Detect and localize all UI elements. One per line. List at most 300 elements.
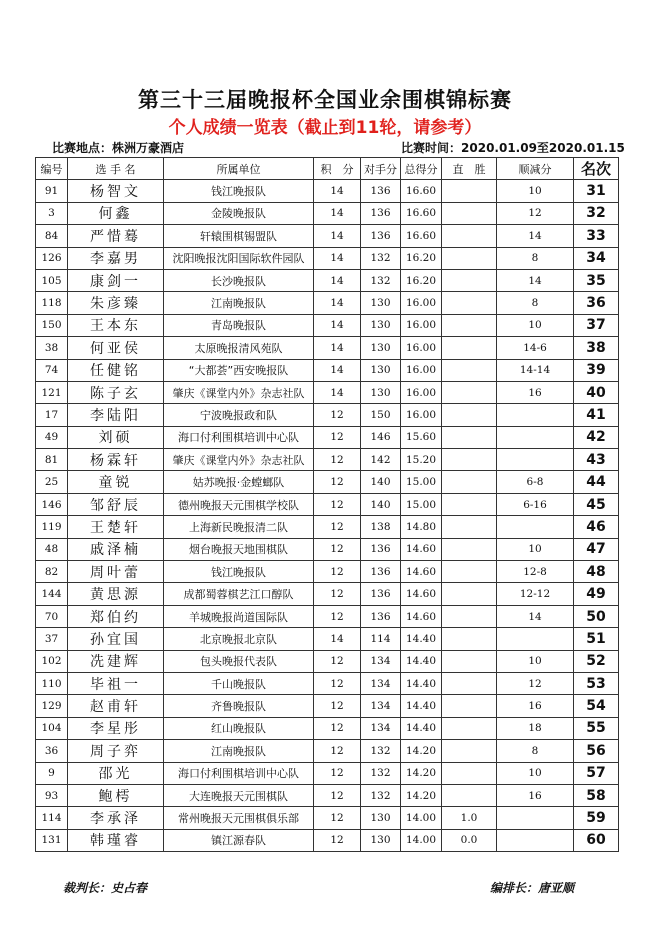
cell-rank: 57 [574,762,619,784]
table-row [36,650,619,672]
cell-team: 包头晚报代表队 [164,650,314,672]
cell-direct-win [442,269,497,291]
cell-opponent-score: 136 [361,180,401,202]
cell-tiebreak: 8 [497,292,574,314]
cell-tiebreak: 12-12 [497,583,574,605]
cell-id: 102 [36,650,68,672]
cell-id: 119 [36,516,68,538]
cell-direct-win [442,359,497,381]
cell-tiebreak: 10 [497,314,574,336]
cell-direct-win [442,516,497,538]
cell-points: 12 [314,605,361,627]
cell-id: 121 [36,381,68,403]
table-row [36,471,619,493]
cell-tiebreak: 8 [497,740,574,762]
cell-direct-win [442,404,497,426]
cell-id: 82 [36,561,68,583]
table-row [36,269,619,291]
cell-id: 49 [36,426,68,448]
cell-direct-win: 1.0 [442,807,497,829]
cell-team: 德州晚报天元围棋学校队 [164,493,314,515]
cell-player-name: 孙宜国 [68,628,164,650]
cell-opponent-score: 136 [361,605,401,627]
cell-opponent-score: 132 [361,762,401,784]
cell-direct-win [442,628,497,650]
cell-player-name: 李承泽 [68,807,164,829]
cell-direct-win [442,672,497,694]
cell-player-name: 康剑一 [68,269,164,291]
cell-opponent-score: 132 [361,269,401,291]
cell-tiebreak: 14-14 [497,359,574,381]
venue-info [52,139,184,156]
cell-player-name: 周叶蕾 [68,561,164,583]
cell-player-name: 任健铭 [68,359,164,381]
cell-id: 48 [36,538,68,560]
cell-tiebreak: 16 [497,695,574,717]
cell-id: 84 [36,225,68,247]
cell-player-name: 童锐 [68,471,164,493]
cell-direct-win [442,493,497,515]
table-row [36,784,619,806]
cell-player-name: 刘硕 [68,426,164,448]
cell-direct-win [442,426,497,448]
venue-label: 比赛地点： [52,141,113,155]
cell-total: 14.20 [401,762,442,784]
cell-team: 镇江源春队 [164,829,314,851]
cell-team: 肇庆《课堂内外》杂志社队 [164,381,314,403]
cell-opponent-score: 134 [361,717,401,739]
cell-points: 14 [314,292,361,314]
cell-direct-win [442,583,497,605]
cell-points: 12 [314,829,361,851]
cell-points: 12 [314,449,361,471]
cell-tiebreak: 14-6 [497,337,574,359]
cell-direct-win [442,605,497,627]
cell-opponent-score: 130 [361,829,401,851]
table-row [36,493,619,515]
cell-id: 36 [36,740,68,762]
cell-direct-win [442,471,497,493]
cell-total: 16.00 [401,381,442,403]
cell-total: 14.20 [401,784,442,806]
table-row [36,359,619,381]
table-row [36,740,619,762]
cell-player-name: 王楚轩 [68,516,164,538]
cell-player-name: 冼建辉 [68,650,164,672]
arranger-name: 唐亚顺 [538,881,575,895]
cell-rank: 54 [574,695,619,717]
cell-team: 宁波晚报政和队 [164,404,314,426]
cell-player-name: 何鑫 [68,202,164,224]
cell-total: 14.60 [401,583,442,605]
cell-rank: 40 [574,381,619,403]
table-row [36,381,619,403]
cell-total: 14.00 [401,807,442,829]
cell-direct-win [442,561,497,583]
table-row [36,538,619,560]
cell-team: 江南晚报队 [164,740,314,762]
referee-name: 史占春 [111,881,148,895]
cell-tiebreak [497,449,574,471]
cell-team: 大连晚报天元围棋队 [164,784,314,806]
cell-points: 14 [314,359,361,381]
cell-rank: 32 [574,202,619,224]
cell-direct-win [442,225,497,247]
cell-rank: 34 [574,247,619,269]
cell-rank: 38 [574,337,619,359]
cell-points: 12 [314,561,361,583]
cell-direct-win [442,337,497,359]
referee-label: 裁判长： [63,881,112,895]
cell-rank: 44 [574,471,619,493]
cell-total: 14.40 [401,717,442,739]
cell-points: 12 [314,672,361,694]
header-direct-win: 直 胜 [442,158,497,180]
cell-opponent-score: 130 [361,314,401,336]
cell-points: 14 [314,337,361,359]
cell-player-name: 陈子玄 [68,381,164,403]
cell-team: 齐鲁晚报队 [164,695,314,717]
cell-tiebreak: 16 [497,381,574,403]
cell-total: 15.60 [401,426,442,448]
cell-team: 红山晚报队 [164,717,314,739]
cell-direct-win [442,449,497,471]
cell-direct-win [442,180,497,202]
cell-player-name: 李星彤 [68,717,164,739]
cell-id: 110 [36,672,68,694]
cell-rank: 47 [574,538,619,560]
cell-rank: 55 [574,717,619,739]
cell-id: 144 [36,583,68,605]
cell-id: 104 [36,717,68,739]
cell-direct-win [442,695,497,717]
cell-team: 肇庆《课堂内外》杂志社队 [164,449,314,471]
cell-player-name: 郑伯约 [68,605,164,627]
cell-total: 16.00 [401,404,442,426]
cell-total: 14.60 [401,538,442,560]
cell-total: 16.60 [401,225,442,247]
referee-signature [63,879,147,896]
table-row [36,225,619,247]
cell-id: 9 [36,762,68,784]
cell-player-name: 周子弈 [68,740,164,762]
cell-opponent-score: 132 [361,784,401,806]
header-opponent-score: 对手分 [361,158,401,180]
cell-tiebreak: 14 [497,269,574,291]
cell-total: 16.20 [401,247,442,269]
cell-tiebreak [497,426,574,448]
cell-player-name: 朱彦臻 [68,292,164,314]
table-header-row [36,158,619,180]
page-title: 第三十三届晚报杯全国业余围棋锦标赛 [138,88,512,112]
cell-points: 14 [314,180,361,202]
cell-opponent-score: 136 [361,538,401,560]
cell-direct-win [442,717,497,739]
cell-rank: 41 [574,404,619,426]
cell-id: 93 [36,784,68,806]
header-points: 积 分 [314,158,361,180]
cell-team: “大都荟”西安晚报队 [164,359,314,381]
cell-tiebreak: 16 [497,784,574,806]
cell-team: 烟台晚报天地围棋队 [164,538,314,560]
cell-id: 25 [36,471,68,493]
cell-points: 14 [314,314,361,336]
cell-opponent-score: 150 [361,404,401,426]
table-row [36,292,619,314]
cell-points: 12 [314,740,361,762]
period-info [401,139,625,156]
cell-tiebreak: 10 [497,180,574,202]
cell-points: 12 [314,784,361,806]
cell-rank: 48 [574,561,619,583]
cell-tiebreak: 6-8 [497,471,574,493]
cell-tiebreak [497,516,574,538]
cell-id: 146 [36,493,68,515]
cell-opponent-score: 136 [361,583,401,605]
cell-player-name: 韩瑾睿 [68,829,164,851]
cell-total: 16.00 [401,314,442,336]
cell-rank: 37 [574,314,619,336]
cell-direct-win [442,314,497,336]
cell-total: 16.00 [401,337,442,359]
cell-total: 14.20 [401,740,442,762]
cell-total: 16.60 [401,202,442,224]
period-value: 2020.01.09至2020.01.15 [461,141,625,155]
cell-total: 14.60 [401,605,442,627]
table-row [36,762,619,784]
cell-team: 北京晚报北京队 [164,628,314,650]
cell-points: 12 [314,807,361,829]
cell-rank: 46 [574,516,619,538]
table-row [36,672,619,694]
cell-player-name: 杨霖轩 [68,449,164,471]
cell-opponent-score: 146 [361,426,401,448]
cell-points: 12 [314,583,361,605]
cell-direct-win [442,202,497,224]
cell-rank: 31 [574,180,619,202]
cell-tiebreak: 10 [497,650,574,672]
cell-opponent-score: 130 [361,292,401,314]
cell-tiebreak: 14 [497,225,574,247]
cell-opponent-score: 136 [361,202,401,224]
cell-id: 38 [36,337,68,359]
cell-team: 羊城晚报尚道国际队 [164,605,314,627]
table-row [36,426,619,448]
cell-opponent-score: 134 [361,672,401,694]
cell-points: 14 [314,225,361,247]
table-row [36,404,619,426]
cell-id: 70 [36,605,68,627]
cell-team: 钱江晚报队 [164,180,314,202]
cell-direct-win [442,247,497,269]
cell-rank: 45 [574,493,619,515]
cell-player-name: 鲍樗 [68,784,164,806]
cell-points: 14 [314,381,361,403]
table-row [36,516,619,538]
cell-tiebreak [497,807,574,829]
cell-player-name: 李陆阳 [68,404,164,426]
cell-tiebreak [497,404,574,426]
page-subtitle: 个人成绩一览表（截止到11轮，请参考） [168,118,482,138]
table-row [36,337,619,359]
cell-rank: 33 [574,225,619,247]
cell-id: 129 [36,695,68,717]
arranger-label: 编排长： [490,881,539,895]
cell-opponent-score: 134 [361,650,401,672]
table-row [36,807,619,829]
venue-value: 株洲万豪酒店 [112,141,185,155]
cell-team: 常州晚报天元围棋俱乐部 [164,807,314,829]
cell-player-name: 黄思源 [68,583,164,605]
cell-id: 81 [36,449,68,471]
cell-total: 14.40 [401,672,442,694]
cell-rank: 50 [574,605,619,627]
cell-opponent-score: 130 [361,337,401,359]
cell-opponent-score: 140 [361,493,401,515]
cell-tiebreak: 12-8 [497,561,574,583]
cell-points: 14 [314,269,361,291]
cell-rank: 53 [574,672,619,694]
cell-id: 105 [36,269,68,291]
cell-total: 14.40 [401,650,442,672]
cell-direct-win [442,292,497,314]
table-row [36,202,619,224]
header-team: 所属单位 [164,158,314,180]
cell-player-name: 邹舒辰 [68,493,164,515]
cell-rank: 59 [574,807,619,829]
cell-id: 118 [36,292,68,314]
cell-team: 长沙晚报队 [164,269,314,291]
cell-team: 金陵晚报队 [164,202,314,224]
cell-points: 12 [314,404,361,426]
cell-direct-win [442,538,497,560]
cell-total: 15.20 [401,449,442,471]
cell-team: 江南晚报队 [164,292,314,314]
cell-total: 14.40 [401,695,442,717]
cell-points: 12 [314,650,361,672]
results-table [35,157,619,852]
cell-team: 沈阳晚报沈阳国际软件园队 [164,247,314,269]
cell-tiebreak [497,829,574,851]
cell-tiebreak: 12 [497,202,574,224]
arranger-signature [490,879,574,896]
cell-tiebreak: 6-16 [497,493,574,515]
table-row [36,561,619,583]
cell-id: 91 [36,180,68,202]
cell-id: 131 [36,829,68,851]
cell-total: 16.20 [401,269,442,291]
cell-rank: 39 [574,359,619,381]
cell-rank: 35 [574,269,619,291]
cell-opponent-score: 138 [361,516,401,538]
cell-points: 12 [314,493,361,515]
cell-points: 12 [314,538,361,560]
cell-team: 千山晚报队 [164,672,314,694]
table-row [36,180,619,202]
cell-total: 15.00 [401,493,442,515]
cell-player-name: 邵光 [68,762,164,784]
cell-opponent-score: 134 [361,695,401,717]
table-row [36,628,619,650]
cell-opponent-score: 140 [361,471,401,493]
cell-points: 14 [314,202,361,224]
cell-tiebreak: 12 [497,672,574,694]
cell-id: 37 [36,628,68,650]
cell-points: 12 [314,762,361,784]
cell-total: 16.00 [401,292,442,314]
cell-id: 17 [36,404,68,426]
cell-opponent-score: 114 [361,628,401,650]
cell-total: 16.60 [401,180,442,202]
cell-direct-win [442,784,497,806]
cell-opponent-score: 136 [361,561,401,583]
cell-total: 14.80 [401,516,442,538]
cell-rank: 42 [574,426,619,448]
header-total: 总得分 [401,158,442,180]
cell-tiebreak: 14 [497,605,574,627]
cell-points: 12 [314,426,361,448]
cell-opponent-score: 136 [361,225,401,247]
cell-rank: 58 [574,784,619,806]
cell-tiebreak: 10 [497,762,574,784]
cell-id: 3 [36,202,68,224]
cell-team: 海口付利围棋培训中心队 [164,426,314,448]
cell-tiebreak: 10 [497,538,574,560]
table-row [36,829,619,851]
cell-tiebreak [497,628,574,650]
cell-team: 钱江晚报队 [164,561,314,583]
header-id: 编号 [36,158,68,180]
period-label: 比赛时间： [401,141,462,155]
cell-player-name: 赵甫轩 [68,695,164,717]
cell-team: 海口付利围棋培训中心队 [164,762,314,784]
cell-rank: 43 [574,449,619,471]
table-row [36,583,619,605]
cell-points: 14 [314,247,361,269]
cell-points: 14 [314,628,361,650]
cell-player-name: 戚泽楠 [68,538,164,560]
cell-opponent-score: 130 [361,807,401,829]
table-row [36,605,619,627]
cell-team: 成都蜀蓉棋艺江口醇队 [164,583,314,605]
cell-rank: 60 [574,829,619,851]
cell-player-name: 毕祖一 [68,672,164,694]
cell-total: 16.00 [401,359,442,381]
cell-direct-win [442,650,497,672]
table-row [36,247,619,269]
cell-points: 12 [314,516,361,538]
cell-total: 15.00 [401,471,442,493]
cell-total: 14.40 [401,628,442,650]
cell-id: 126 [36,247,68,269]
cell-player-name: 严惜蓦 [68,225,164,247]
cell-opponent-score: 132 [361,247,401,269]
cell-team: 轩辕围棋锡盟队 [164,225,314,247]
cell-rank: 52 [574,650,619,672]
cell-opponent-score: 142 [361,449,401,471]
cell-direct-win [442,740,497,762]
cell-points: 12 [314,717,361,739]
cell-points: 12 [314,695,361,717]
cell-team: 姑苏晚报·金螳螂队 [164,471,314,493]
header-player: 选 手 名 [68,158,164,180]
header-rank: 名次 [574,158,619,180]
cell-id: 114 [36,807,68,829]
cell-team: 太原晚报清风苑队 [164,337,314,359]
cell-tiebreak: 18 [497,717,574,739]
cell-team: 上海新民晚报清二队 [164,516,314,538]
cell-opponent-score: 130 [361,359,401,381]
